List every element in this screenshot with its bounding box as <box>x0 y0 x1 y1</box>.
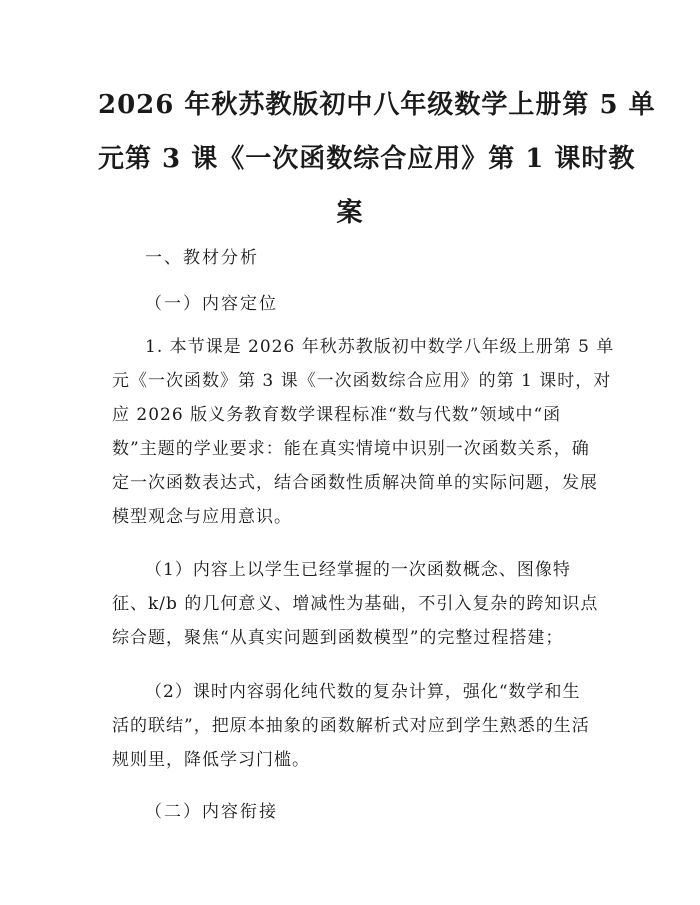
subsection-heading-content-connection: （二）内容衔接 <box>145 802 278 822</box>
paragraph-line: 模型观念与应用意识。 <box>112 507 292 527</box>
paragraph-line: 征、k/b 的几何意义、增减性为基础，不引入复杂的跨知识点 <box>112 594 599 614</box>
document-title <box>98 78 656 240</box>
paragraph-line: 1. 本节课是 2026 年秋苏教版初中数学八年级上册第 5 单 <box>145 337 615 357</box>
paragraph-line: 活的联结”，把原本抽象的函数解析式对应到学生熟悉的生活 <box>112 716 590 736</box>
paragraph-line: 规则里，降低学习门槛。 <box>112 750 310 770</box>
title-line: 2026 年秋苏教版初中八年级数学上册第 5 单 <box>98 90 656 120</box>
paragraph-line: 应 2026 版义务教育数学课程标准“数与代数”领域中“函 <box>112 405 562 425</box>
title-line: 元第 3 课《一次函数综合应用》第 1 课时教 <box>98 144 636 174</box>
paragraph-3 <box>112 675 612 777</box>
subsection-heading-content-positioning: （一）内容定位 <box>145 294 278 314</box>
paragraph-2 <box>112 553 612 655</box>
paragraph-line: 定一次函数表达式，结合函数性质解决简单的实际问题，发展 <box>112 473 598 493</box>
paragraph-line: 元《一次函数》第 3 课《一次函数综合应用》的第 1 课时，对 <box>112 371 612 391</box>
section-heading-textbook-analysis: 一、教材分析 <box>145 248 259 268</box>
paragraph-line: 综合题，聚焦“从真实问题到函数模型”的完整过程搭建； <box>112 628 564 648</box>
paragraph-line: 数”主题的学业要求：能在真实情境中识别一次函数关系，确 <box>112 439 590 459</box>
paragraph-1 <box>112 330 615 534</box>
paragraph-line: （1）内容上以学生已经掌握的一次函数概念、图像特 <box>145 560 571 580</box>
title-line: 案 <box>336 198 364 228</box>
paragraph-line: （2）课时内容弱化纯代数的复杂计算，强化“数学和生 <box>145 682 581 702</box>
